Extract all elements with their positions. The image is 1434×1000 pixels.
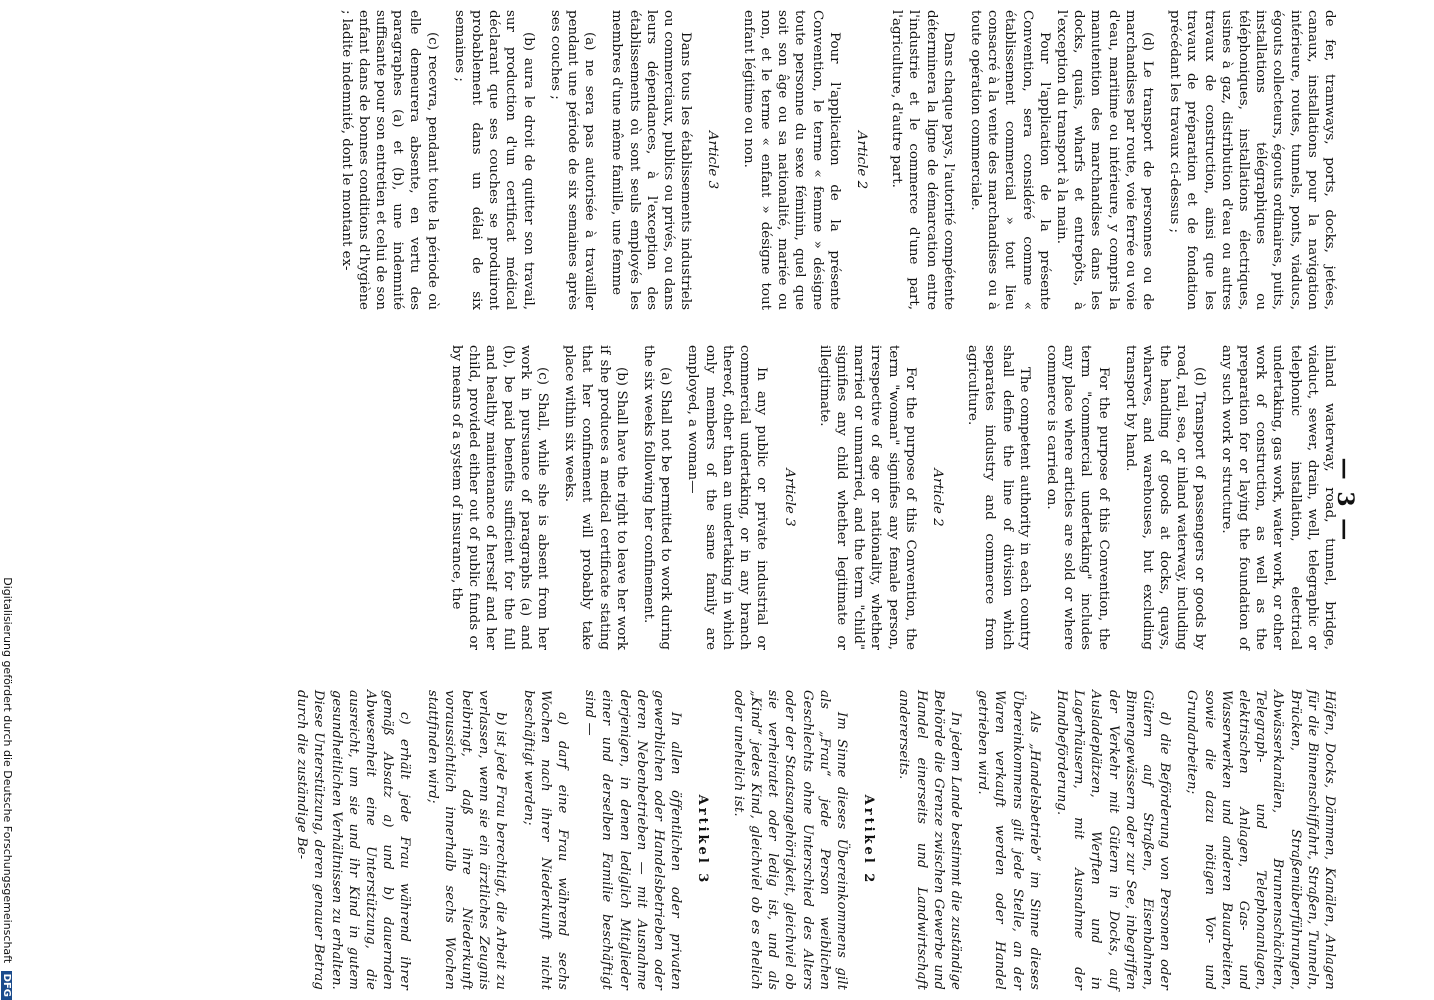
french-paragraph: (d) Le transport de personnes ou de marchandises par route, voie ferrée ou voie d'eau, maritime ou intérieure, y compris la manutention des marchandises dans les docks, quais, wharfs et entrepôts, à l'exception du transport à la main. (1053, 10, 1155, 310)
french-paragraph: de fer, tramways, ports, docks, jetées, canaux, installations pour la navigation intérieure, routes, tunnels, ponts, viaducs, égouts collecteurs, égouts ordinaires, puits, installations télégraphiques ou téléphoniques, installations électriques, usines à gaz, distribution d'eau ou autres travaux de construction, ainsi que les travaux de préparation et de fondation précédant les travaux ci-dessus ; (1167, 10, 1337, 310)
credit-text: Digitalisierung gefördert durch die Deutsche Forschungsgemeinschaft (1, 577, 14, 964)
dfg-logo: DFG (1, 971, 12, 1000)
german-paragraph: c) erhält jede Frau während ihrer gemäß Absatz a) und b) dauernden Abwesenheit eine Unterstützung, die ausreicht, um sie und ihr Kind in gutem gesundheitlichen Verhältnissen zu erhalten. Diese Unterstützung, deren genauer Betrag durch die zuständige Be- (294, 690, 413, 990)
english-paragraph: For the purpose of this Convention, the term "woman" signifies any female person, irrespective of age or nationality, whether married or unmarried, and the term "child" signifies any child whether legitimate or illegitimate. (816, 345, 918, 650)
german-paragraph: Häfen, Docks, Dämmen, Kanälen, Anlagen für die Binnenschiffahrt, Straßen, Tunneln, Brücken, Straßenüberführungen, Abwässerkanälen, Brunnenschächten, Telegraph- und Telephonanlagen, elektrischen Anlagen, Gas- und Wasserwerken und anderen Bauarbeiten, sowie die dazu nötigen Vor- und Grundarbeiten; (1184, 690, 1337, 990)
french-paragraph: Pour l'application de la présente Convention, sera considéré comme « établissement commercial » tout lieu consacré à la vente des marchandises ou à toute opération commerciale. (967, 10, 1052, 310)
french-paragraph: Dans chaque pays, l'autorité compétente déterminera la ligne de démarcation entre l'industrie et le commerce d'une part, l'agriculture, d'autre part. (889, 10, 956, 310)
french-column (337, 10, 1338, 310)
french-paragraph: Dans tous les établissements industriels ou commerciaux, publics ou privés, ou dans leurs dépendances, à l'exception des établissements où sont seuls employés les membres d'une même famille, une femme (609, 10, 694, 310)
english-paragraph: (b) Shall have the right to leave her work if she produces a medical certificate stating that her confinement will probably take place within six weeks. (562, 345, 629, 650)
german-paragraph: Als „Handelsbetrieb“ im Sinne dieses Übereinkommens gilt jede Stelle, an der Waren verkauft werden oder Handel getrieben wird. (975, 690, 1042, 990)
german-article-heading: Artikel 3 (695, 794, 711, 886)
german-paragraph: Im Sinne dieses Übereinkommens gilt als „Frau“ jede Person weiblichen Geschlechts ohne Unterschied des Alters oder der Staatsangehörigkeit, gleichviel ob sie verheiratet oder ledig ist, und als „Kind“ jedes Kind, gleichviel ob es ehelich oder unehelich ist. (730, 690, 849, 990)
german-paragraph: In allen öffentlichen oder privaten gewerblichen oder Handelsbetrieben oder deren Nebenbetrieben — mit Ausnahme derjenigen, in denen lediglich Mitglieder einer und derselben Familie beschäftigt sind — (582, 690, 684, 990)
digitization-credit (1, 0, 14, 1000)
french-paragraph: (c) recevra, pendant toute la période où elle demeurera absente, en vertu des paragraphes (a) et (b), une indemnité suffisante pour son entretien et celui de son enfant dans de bonnes conditions d'hygiène ; ladite indemnité, dont le montant ex- (338, 10, 440, 310)
german-article-heading: Artikel 2 (861, 794, 877, 886)
german-paragraph: b) ist jede Frau berechtigt, die Arbeit zu verlassen, wenn sie ein ärztliches Zeugnis beibringt, daß ihre Niederkunft voraussichtlich innerhalb sechs Wochen stattfinden wird; (424, 690, 509, 990)
french-article-heading: Article 2 (853, 130, 869, 190)
english-paragraph: inland waterway, road, tunnel, bridge, viaduct, sewer, drain, well, telegraphic or telephonic installation, electrical undertaking, gas work, water work, or other work of construction, as well as the preparation for or laying the foundation of any such work or structure. (1218, 345, 1337, 650)
english-article-heading: Article 3 (781, 468, 797, 527)
english-paragraph: In any public or private industrial or commercial undertaking, or in any branch thereof, other than an undertaking in which only members of the same family are employed, a woman— (685, 345, 770, 650)
english-paragraph: The competent authority in each country shall define the line of division which separates industry and commerce from agriculture. (965, 345, 1032, 650)
english-paragraph: (c) Shall, while she is absent from her work in pursuance of paragraphs (a) and (b), be paid benefits sufficient for the full and healthy maintenance of herself and her child, provided either out of public funds or by means of a system of insurance, the (449, 345, 551, 650)
french-article-heading: Article 3 (705, 130, 721, 190)
french-paragraph: (a) ne sera pas autorisée à travailler pendant une période de six semaines après ses couches ; (547, 10, 598, 310)
german-paragraph: d) die Beförderung von Personen oder Gütern auf Straßen, Eisenbahnen, Binnengewässern oder zur See, inbegriffen der Verkehr mit Gütern in Docks, auf Ausladeplätzen, Werften und in Lagerhäusern, mit Ausnahme der Handbeförderung. (1053, 690, 1173, 990)
english-paragraph: For the purpose of this Convention, the term "commercial undertaking" includes any place where articles are sold or where commerce is carried on. (1043, 345, 1111, 650)
french-paragraph: Pour l'application de la présente Convention, le terme « femme » désigne toute personne du sexe féminin, quel que soit son âge ou sa nationalité, mariée ou non, et le terme « enfant » désigne tout enfant légitime ou non. (740, 10, 842, 310)
german-paragraph: a) darf eine Frau während sechs Wochen nach ihrer Niederkunft nicht beschäftigt werden; (520, 690, 571, 990)
english-article-heading: Article 2 (929, 468, 945, 527)
english-column (448, 345, 1338, 650)
french-paragraph: (b) aura le droit de quitter son travail, sur production d'un certificat médical déclarant que ses couches se produiront probablement dans un délai de six semaines ; (451, 10, 536, 310)
english-paragraph: (d) Transport of passengers or goods by road, rail, sea, or inland waterway, including the handling of goods at docks, quays, wharves, and warehouses, but excluding transport by hand. (1122, 345, 1207, 650)
page-number: — 3 — (1332, 457, 1358, 543)
german-column (293, 690, 1338, 990)
english-paragraph: (a) Shall not be permitted to work during the six weeks following her confinement. (641, 345, 674, 650)
german-paragraph: In jedem Lande bestimmt die zuständige Behörde die Grenze zwischen Gewerbe und Handel einerseits und Landwirtschaft andererseits. (896, 690, 963, 990)
